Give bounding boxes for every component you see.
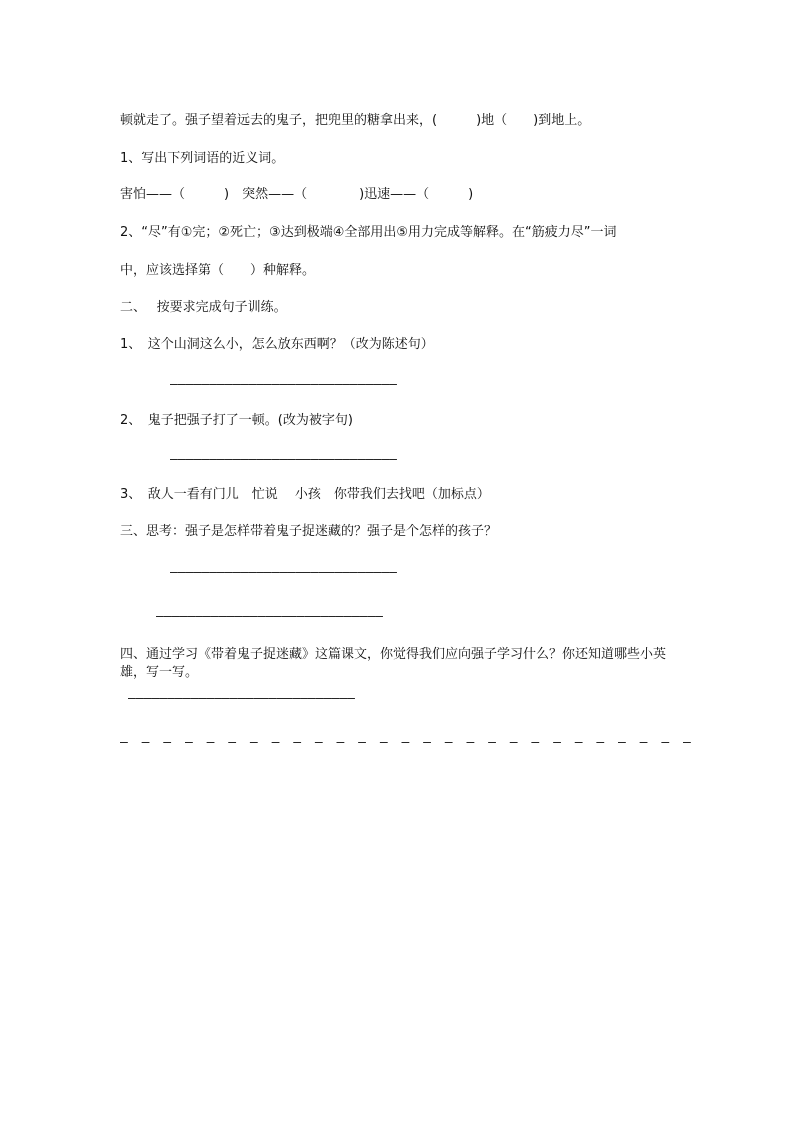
sentence-task-1: 1、 这个山洞这么小，怎么放东西啊？（改为陈述句） <box>120 337 434 352</box>
answer-line-3[interactable]: ————————————————————————————— <box>170 565 397 580</box>
synonym-blanks: 害怕——（ ) 突然——（ )迅速——（ ) <box>120 187 474 202</box>
sentence-task-3: 3、 敌人一看有门儿 忙说 小孩 你带我们去找吧（加标点） <box>120 487 490 502</box>
answer-line-4[interactable]: ————————————————————————————— <box>156 609 383 624</box>
answer-line-1[interactable]: ————————————————————————————— <box>170 377 397 392</box>
question-2-meaning: 2、“尽”有①完；②死亡；③达到极端④全部用出⑤用力完成等解释。在“筋疲力尽”一词 <box>120 225 617 240</box>
passage-ending-text: 顿就走了。强子望着远去的鬼子，把兜里的糖拿出来，( )地（ )到地上。 <box>120 113 591 128</box>
question-1-synonyms: 1、写出下列词语的近义词。 <box>120 151 285 166</box>
answer-line-5[interactable]: ————————————————————————————— <box>128 691 355 706</box>
answer-line-2[interactable]: ————————————————————————————— <box>170 452 397 467</box>
section-3-question: 三、思考：强子是怎样带着鬼子捉迷藏的？强子是个怎样的孩子？ <box>120 524 498 539</box>
sentence-task-2: 2、 鬼子把强子打了一顿。(改为被字句) <box>120 413 353 428</box>
section-4-question: 四、通过学习《带着鬼子捉迷藏》这篇课文，你觉得我们应向强子学习什么？你还知道哪些小英雄，写一写。 <box>120 647 667 680</box>
question-2-choice: 中，应该选择第（ ）种解释。 <box>120 263 316 278</box>
section-2-heading: 二、 按要求完成句子训练。 <box>120 300 287 315</box>
answer-line-6[interactable]: — — — — — — — — — — — — — — — — — — — — — — — — — — — <box>120 735 694 750</box>
